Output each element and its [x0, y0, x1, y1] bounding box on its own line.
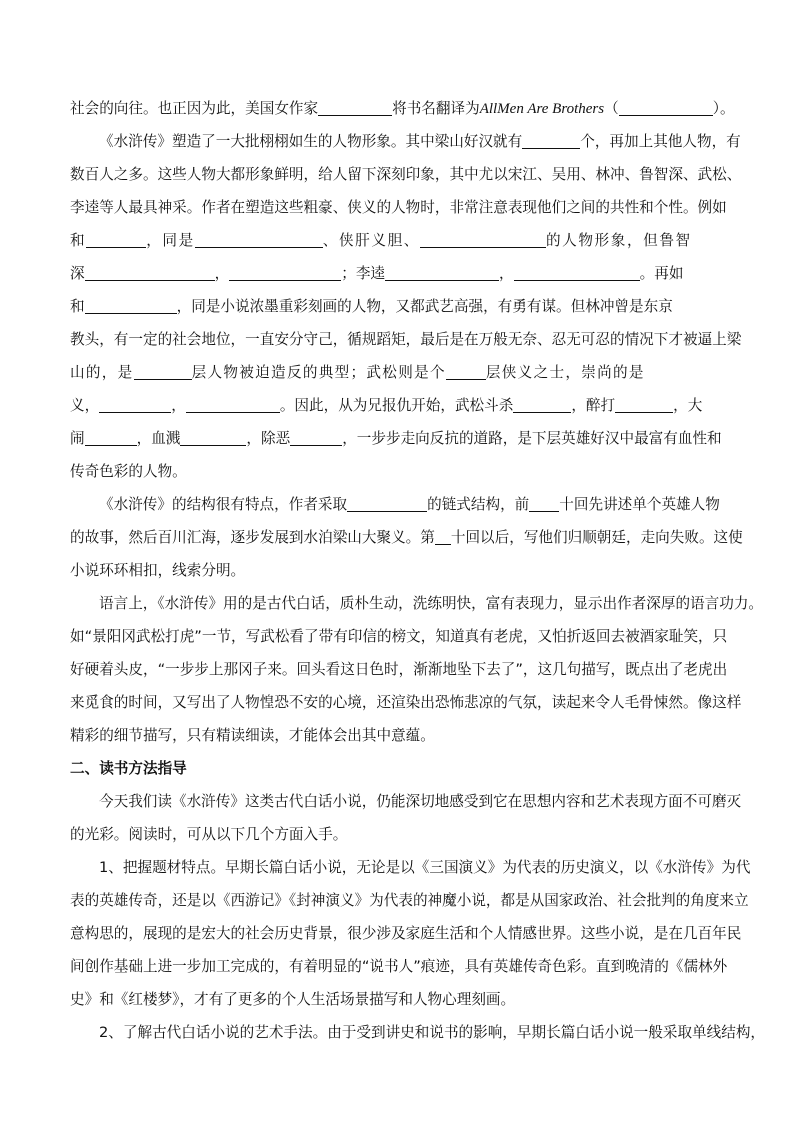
- section-heading: 二、读书方法指导: [70, 760, 187, 777]
- text-line: 今天我们读《水浒传》这类古代白话小说，仍能深切地感受到它在思想内容和艺术表现方面不可磨灭: [99, 793, 742, 810]
- fill-blank[interactable]: [522, 134, 580, 149]
- fill-blank[interactable]: [195, 233, 323, 248]
- fill-blank[interactable]: [229, 266, 341, 281]
- fill-blank[interactable]: [513, 398, 571, 413]
- text-line: 李逵等人最具神采。作者在塑造这些粗豪、侠义的人物时，非常注意表现他们之间的共性和个性。例如: [70, 199, 727, 216]
- fill-blank[interactable]: [615, 398, 673, 413]
- fill-blank[interactable]: [186, 398, 280, 413]
- text-line: 史》和《红楼梦》，才有了更多的个人生活场景描写和人物心理刻画。: [70, 991, 516, 1008]
- text-line: 传奇色彩的人物。: [70, 463, 187, 480]
- text-line: 《水浒传》塑造了一大批栩栩如生的人物形象。其中梁山好汉就有 个，再加上其他人物，有: [99, 133, 741, 150]
- text-line: 闹 ，血溅 ，除恶 ，一步步走向反抗的道路，是下层英雄好汉中最富有血性和: [70, 430, 722, 447]
- text-line: 来觅食的时间，又写出了人物惶恐不安的心境，还渲染出恐怖悲凉的气氛，读起来令人毛骨悚然。像这样: [70, 694, 742, 711]
- book-title-english: AllMen Are Brothers: [479, 101, 605, 117]
- text-line: 的故事，然后百川汇海，逐步发展到水泊梁山大聚义。第 十回以后，写他们归顺朝廷，走向失败。这使: [70, 529, 743, 546]
- fill-blank[interactable]: [318, 101, 392, 116]
- text-line: 好硬着头皮，“一步步上那冈子来。回头看这日色时，渐渐地坠下去了”，这几句描写，既点出了老虎出: [70, 661, 728, 678]
- text-line: 小说环环相扣，线索分明。: [70, 562, 246, 579]
- fill-blank[interactable]: [180, 431, 246, 446]
- fill-blank[interactable]: [420, 233, 546, 248]
- text-line: 精彩的细节描写，只有精读细读，才能体会出其中意蕴。: [70, 727, 435, 744]
- text-line: 2、了解古代白话小说的艺术手法。由于受到讲史和说书的影响，早期长篇白话小说一般采取单线结构，: [99, 1024, 766, 1041]
- fill-blank[interactable]: [619, 101, 713, 116]
- text-line: 意构思的，展现的是宏大的社会历史背景，很少涉及家庭生活和个人情感世界。这些小说，是在几百年民: [70, 925, 742, 942]
- text-line: 语言上，《水浒传》用的是古代白话，质朴生动，洗练明快，富有表现力，显示出作者深厚的语言功力。: [99, 595, 764, 612]
- fill-blank[interactable]: [86, 233, 146, 248]
- text-line: 社会的向往。也正因为此，美国女作家 将书名翻译为AllMen Are Brothers（ ）。: [70, 100, 735, 117]
- fill-blank[interactable]: [435, 530, 451, 545]
- text-line: 义， ， 。因此，从为兄报仇开始，武松斗杀 ，醉打 ，大: [70, 397, 703, 414]
- fill-blank[interactable]: [529, 497, 559, 512]
- text-line: 《水浒传》的结构很有特点，作者采取 的链式结构，前 十回先讲述单个英雄人物: [99, 496, 720, 513]
- fill-blank[interactable]: [446, 365, 486, 380]
- fill-blank[interactable]: [85, 299, 177, 314]
- text-line: 教头，有一定的社会地位，一直安分守己，循规蹈矩，最后是在万般无奈、忍无可忍的情况下才被逼上梁: [70, 331, 742, 348]
- fill-blank[interactable]: [85, 266, 215, 281]
- text-line: 和 ，同是小说浓墨重彩刻画的人物，又都武艺高强，有勇有谋。但林冲曾是东京: [70, 298, 673, 315]
- text-line: 的光彩。阅读时，可从以下几个方面入手。: [70, 826, 348, 843]
- fill-blank[interactable]: [514, 266, 640, 281]
- text-line: 表的英雄传奇，还是以《西游记》《封神演义》为代表的神魔小说，都是从国家政治、社会批判的角度来立: [70, 892, 749, 909]
- fill-blank[interactable]: [134, 365, 192, 380]
- fill-blank[interactable]: [85, 431, 137, 446]
- fill-blank[interactable]: [99, 398, 171, 413]
- text-line: 1、把握题材特点。早期长篇白话小说，无论是以《三国演义》为代表的历史演义，以《水浒传》为代: [99, 859, 751, 876]
- fill-blank[interactable]: [290, 431, 342, 446]
- text-line: 如“景阳冈武松打虎”一节，写武松看了带有印信的榜文，知道真有老虎，又怕折返回去被酒家耻笑，只: [70, 628, 728, 645]
- text-line: 山的，是 层人物被迫造反的典型；武松则是个 层侠义之士，崇尚的是: [70, 364, 645, 381]
- text-line: 数百人之多。这些人物大都形象鲜明，给人留下深刻印象，其中尤以宋江、吴用、林冲、鲁智深、武松、: [70, 166, 742, 183]
- text-line: 深 ， ；李逵 ， 。再如: [70, 265, 684, 282]
- text-line: 和 ，同是 、侠肝义胆、 的人物形象，但鲁智: [70, 232, 692, 249]
- fill-blank[interactable]: [347, 497, 427, 512]
- text-line: 间创作基础上进一步加工完成的，有着明显的“说书人”痕迹，具有英雄传奇色彩。直到晚清的《儒林外: [70, 958, 728, 975]
- fill-blank[interactable]: [385, 266, 499, 281]
